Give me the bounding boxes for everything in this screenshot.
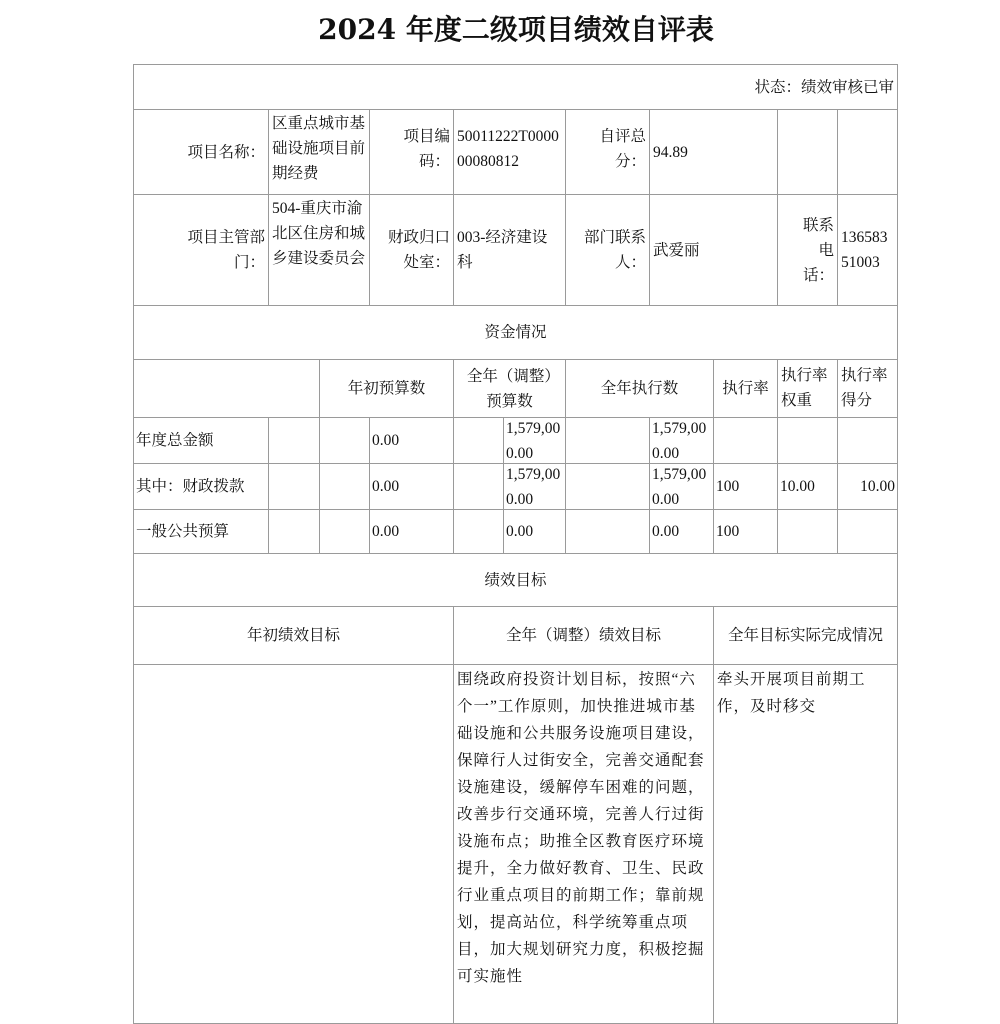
adjusted-goal-text: 围绕政府投资计划目标，按照“六个一”工作原则，加快推进城市基础设施和公共服务设施项目建设，保障行人过街安全，完善交通配套设施建设，缓解停车困难的问题，改善步行交通环境，完善人行过街设施布点；助推全区教育医疗环境提升，全力做好教育、卫生、民政行业重点项目的前期工作；靠前规划，提高站位，科学统筹重点项目，加大规划研究力度，积极挖掘可实施性 (453, 664, 714, 1024)
page-title: 2024 年度二级项目绩效自评表 (318, 13, 714, 46)
header-adjusted-budget: 全年（调整）预算数 (453, 359, 566, 418)
empty-cell (453, 509, 504, 554)
phone-label: 联系电话： (777, 194, 838, 306)
contact-value: 武爱丽 (649, 194, 778, 306)
empty-cell (837, 109, 898, 195)
empty-cell (565, 463, 650, 510)
project-code-value: 50011222T000000080812 (453, 109, 566, 195)
goals-section-title: 绩效目标 (133, 553, 898, 607)
header-adjusted-goal: 全年（调整）绩效目标 (453, 606, 714, 665)
funding-initial-cell: 0.00 (369, 463, 454, 510)
finance-office-label: 财政归口处室： (369, 194, 454, 306)
status-row (133, 64, 898, 110)
header-initial-goal: 年初绩效目标 (133, 606, 454, 665)
funding-label-cell: 一般公共预算 (133, 509, 269, 554)
funding-adjusted-cell: 1,579,000.00 (503, 417, 566, 464)
empty-cell (777, 109, 838, 195)
funding-initial-cell: 0.00 (369, 509, 454, 554)
funding-score-cell (837, 417, 898, 464)
phone-value: 13658351003 (837, 194, 898, 306)
empty-cell (565, 417, 650, 464)
actual-completion-text: 牵头开展项目前期工作，及时移交 (713, 664, 898, 1024)
project-code-label: 项目编码： (369, 109, 454, 195)
funding-executed-cell: 1,579,000.00 (649, 417, 714, 464)
funding-rate-cell: 100 (713, 509, 778, 554)
empty-cell (268, 463, 320, 510)
funding-label-cell: 其中：财政拨款 (133, 463, 269, 510)
header-initial-budget: 年初预算数 (319, 359, 454, 418)
funding-executed-cell: 1,579,000.00 (649, 463, 714, 510)
funding-adjusted-cell: 1,579,000.00 (503, 463, 566, 510)
empty-cell (453, 463, 504, 510)
header-actual-completion: 全年目标实际完成情况 (713, 606, 898, 665)
header-rate-score: 执行率得分 (837, 359, 898, 418)
score-label: 自评总分： (565, 109, 650, 195)
empty-cell (268, 417, 320, 464)
header-weight: 执行率权重 (777, 359, 838, 418)
contact-label: 部门联系人： (565, 194, 650, 306)
empty-cell (453, 417, 504, 464)
funding-score-cell (837, 509, 898, 554)
project-name-value: 区重点城市基础设施项目前期经费 (268, 109, 370, 195)
empty-cell (133, 359, 320, 418)
funding-rate-cell (713, 417, 778, 464)
initial-goal-text (133, 664, 454, 1024)
header-rate: 执行率 (713, 359, 778, 418)
score-value: 94.89 (649, 109, 778, 195)
empty-cell (319, 463, 370, 510)
dept-value: 504-重庆市渝北区住房和城乡建设委员会 (268, 194, 370, 306)
project-name-label: 项目名称： (133, 109, 269, 195)
funding-score-cell: 10.00 (837, 463, 898, 510)
funding-section-title: 资金情况 (133, 305, 898, 360)
header-executed: 全年执行数 (565, 359, 714, 418)
funding-label-cell: 年度总金额 (133, 417, 269, 464)
finance-office-value: 003-经济建设科 (453, 194, 566, 306)
dept-label: 项目主管部门： (133, 194, 269, 306)
funding-rate-cell: 100 (713, 463, 778, 510)
funding-weight-cell (777, 417, 838, 464)
funding-weight-cell: 10.00 (777, 463, 838, 510)
empty-cell (268, 509, 320, 554)
funding-adjusted-cell: 0.00 (503, 509, 566, 554)
empty-cell (565, 509, 650, 554)
funding-executed-cell: 0.00 (649, 509, 714, 554)
empty-cell (319, 417, 370, 464)
funding-initial-cell: 0.00 (369, 417, 454, 464)
status-text: 状态：绩效审核已审 (754, 78, 894, 96)
funding-weight-cell (777, 509, 838, 554)
empty-cell (319, 509, 370, 554)
